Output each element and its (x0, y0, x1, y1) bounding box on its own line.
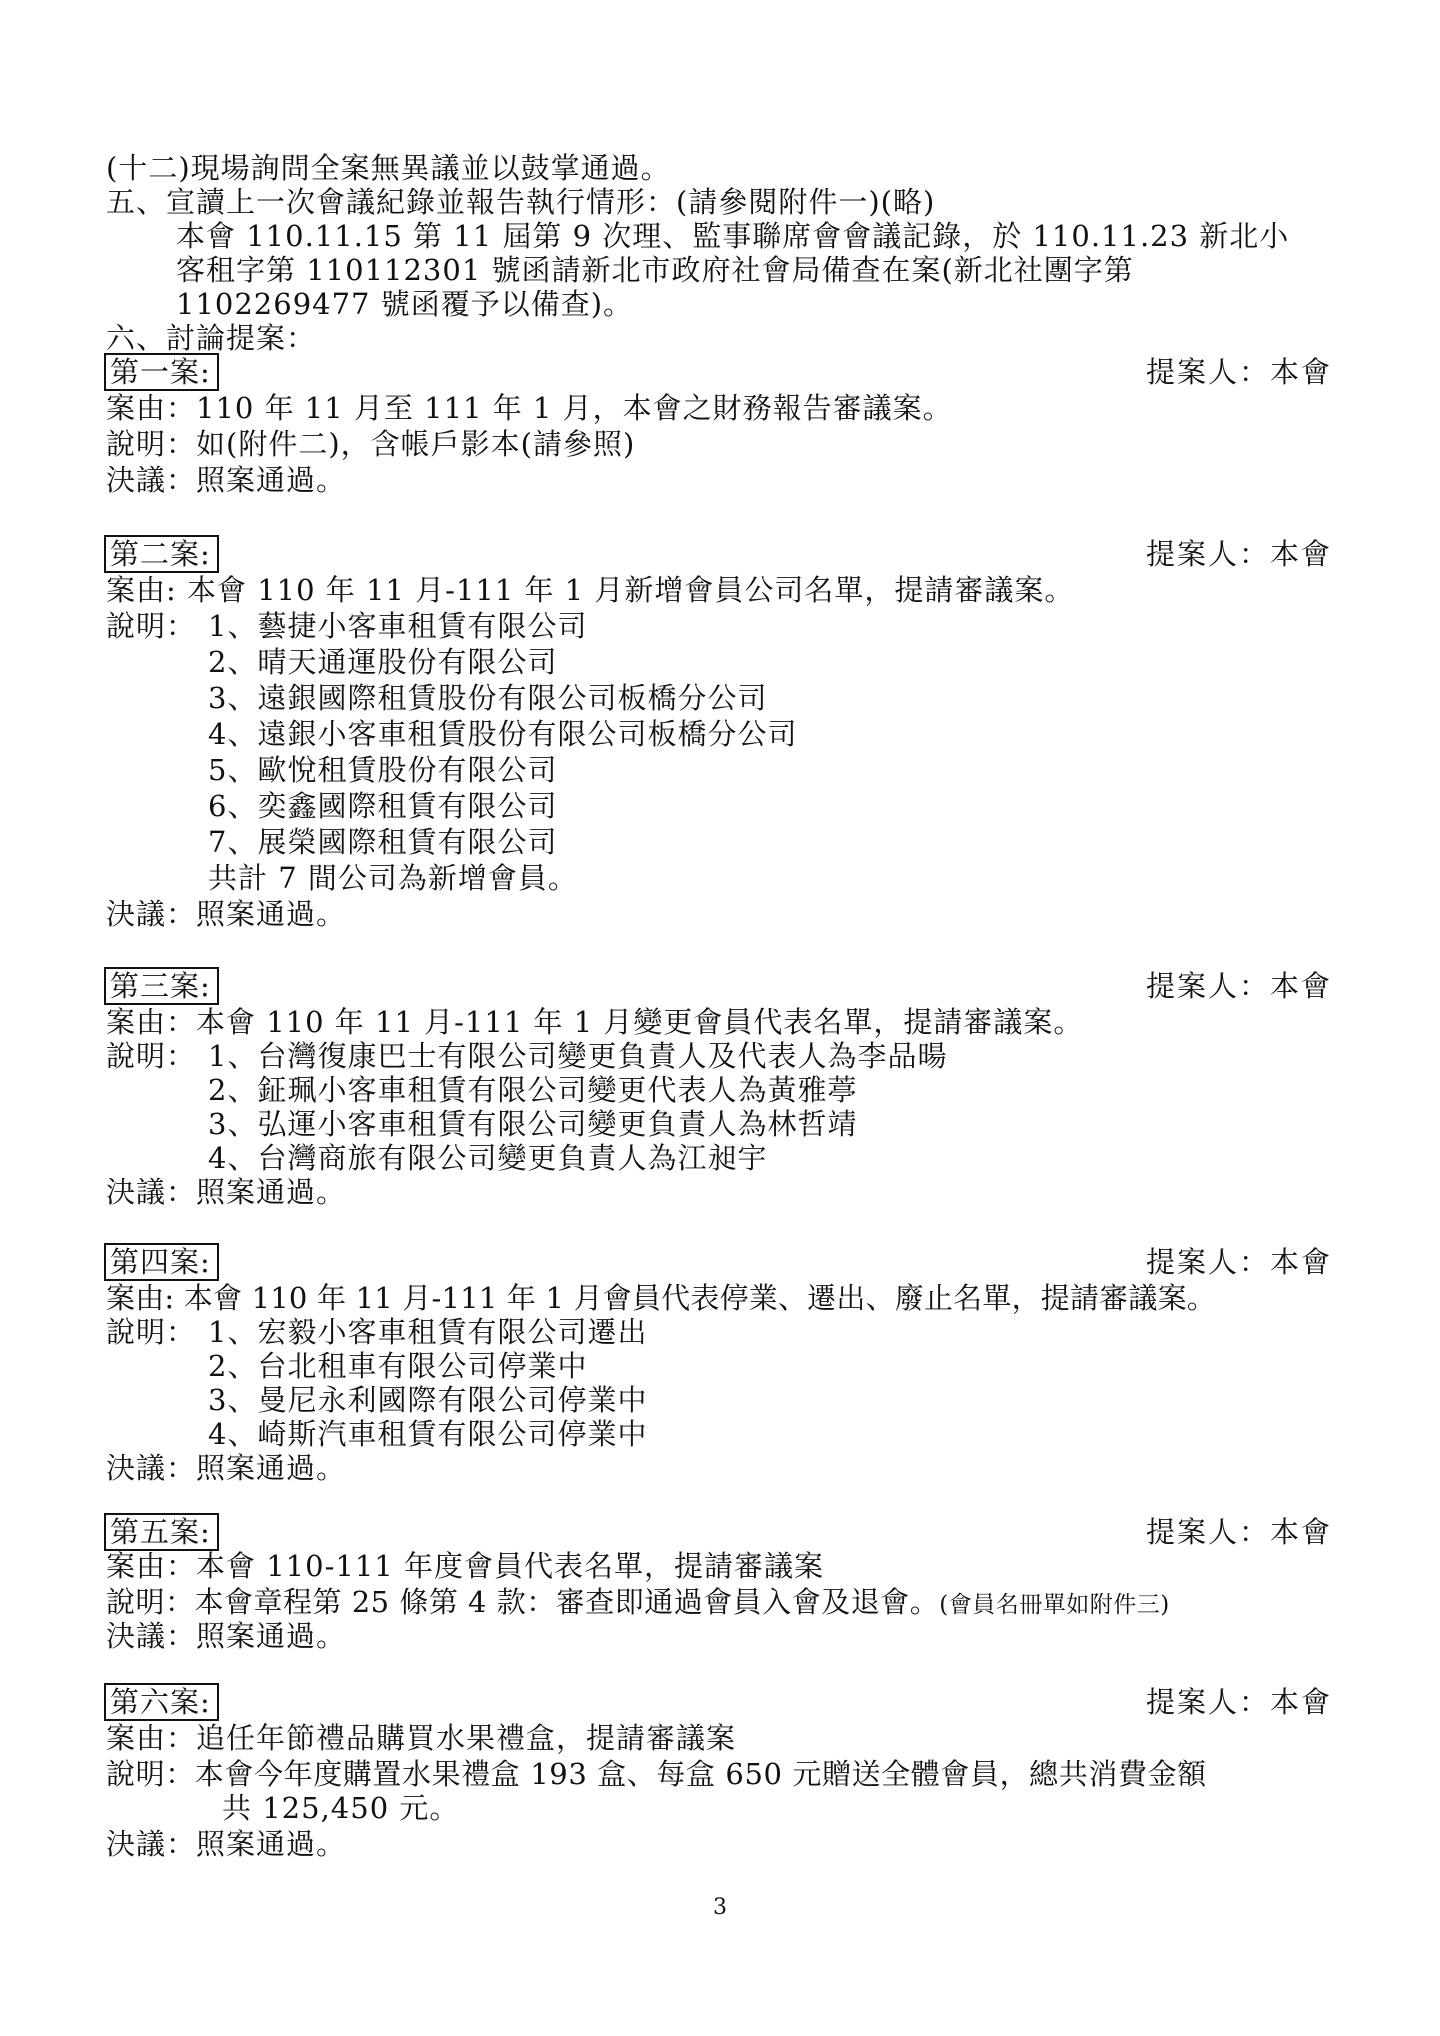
case-2-reason: 案由: 本會 110 年 11 月-111 年 1 月新增會員公司名單，提請審議案。 (106, 573, 1075, 607)
case-1-title-box: 第一案: (104, 353, 219, 391)
case-6-title (104, 1684, 219, 1720)
case-2-resolution: 決議：照案通過。 (106, 897, 347, 931)
case-2-proposer: 提案人：本會 (1145, 537, 1332, 571)
case-2-title (104, 536, 219, 572)
case-5-reason: 案由：本會 110-111 年度會員代表名單，提請審議案 (106, 1549, 824, 1583)
case-1-resolution: 決議：照案通過。 (106, 463, 347, 497)
case-4-title (104, 1244, 219, 1280)
case-5-title (104, 1514, 219, 1550)
case-4-resolution: 決議：照案通過。 (106, 1451, 347, 1485)
case-6-explain: 說明：本會今年度購置水果禮盒 193 盒、每盒 650 元贈送全體會員，總共消費金額 (106, 1757, 1207, 1791)
case-4-item-4: 4、崎斯汽車租賃有限公司停業中 (208, 1417, 648, 1451)
case-3-proposer: 提案人：本會 (1145, 969, 1332, 1003)
item-5-heading: 五、宣讀上一次會議紀錄並報告執行情形：(請參閱附件一)(略) (106, 185, 936, 219)
case-4-proposer: 提案人：本會 (1145, 1245, 1332, 1279)
case-6-explain-cont: 共 125,450 元。 (222, 1791, 460, 1825)
case-3-explain-label: 說明： (106, 1039, 197, 1073)
case-3-item-1: 1、台灣復康巴士有限公司變更負責人及代表人為李品暘 (208, 1039, 948, 1073)
item-5-body-line-3: 1102269477 號函覆予以備查)。 (176, 287, 634, 321)
case-3-item-3: 3、弘運小客車租賃有限公司變更負責人為林哲靖 (208, 1107, 858, 1141)
case-3-reason: 案由：本會 110 年 11 月-111 年 1 月變更會員代表名單，提請審議案。 (106, 1005, 1084, 1039)
case-2-item-6: 6、奕鑫國際租賃有限公司 (208, 789, 558, 823)
case-3-item-2: 2、鉦珮小客車租賃有限公司變更代表人為黃雅葶 (208, 1073, 858, 1107)
page-number: 3 (713, 1895, 727, 1920)
case-3-title-box: 第三案: (104, 967, 219, 1005)
case-4-reason: 案由: 本會 110 年 11 月-111 年 1 月會員代表停業、遷出、廢止名單，提請審議案。 (106, 1281, 1216, 1315)
case-2-item-2: 2、晴天通運股份有限公司 (208, 645, 558, 679)
item-5-body-line-2: 客租字第 110112301 號函請新北市政府社會局備查在案(新北社團字第 (176, 253, 1134, 287)
case-1-explain: 說明：如(附件二)，含帳戶影本(請參照) (106, 427, 636, 461)
case-3-resolution: 決議：照案通過。 (106, 1175, 347, 1209)
case-2-title-box: 第二案: (104, 535, 219, 573)
case-6-title-box: 第六案: (104, 1683, 219, 1721)
item-12-text: (十二)現場詢問全案無異議並以鼓掌通過。 (106, 151, 671, 185)
case-3-title (104, 968, 219, 1004)
case-1-reason: 案由：110 年 11 月至 111 年 1 月，本會之財務報告審議案。 (106, 391, 953, 425)
item-6-heading: 六、討論提案： (106, 321, 317, 355)
case-1-proposer: 提案人：本會 (1145, 355, 1332, 389)
case-2-total: 共計 7 間公司為新增會員。 (208, 861, 578, 895)
case-2-item-3: 3、遠銀國際租賃股份有限公司板橋分公司 (208, 681, 768, 715)
case-4-item-3: 3、曼尼永利國際有限公司停業中 (208, 1383, 648, 1417)
case-4-explain-label: 說明： (106, 1315, 197, 1349)
case-4-title-box: 第四案: (104, 1243, 219, 1281)
case-5-explain-note: (會員名冊單如附件三) (939, 1592, 1170, 1618)
case-3-item-4: 4、台灣商旅有限公司變更負責人為江昶宇 (208, 1141, 768, 1175)
case-2-item-5: 5、歐悅租賃股份有限公司 (208, 753, 558, 787)
case-2-explain-label: 說明： (106, 609, 197, 643)
case-6-proposer: 提案人：本會 (1145, 1685, 1332, 1719)
case-6-resolution: 決議：照案通過。 (106, 1827, 347, 1861)
case-5-title-box: 第五案: (104, 1513, 219, 1551)
case-1-title (104, 354, 219, 390)
case-2-item-1: 1、藝捷小客車租賃有限公司 (208, 609, 588, 643)
case-4-item-2: 2、台北租車有限公司停業中 (208, 1349, 588, 1383)
case-2-item-4: 4、遠銀小客車租賃股份有限公司板橋分公司 (208, 717, 798, 751)
case-5-resolution: 決議：照案通過。 (106, 1619, 347, 1653)
item-5-body-line-1: 本會 110.11.15 第 11 屆第 9 次理、監事聯席會會議記錄，於 110.11.23 新北小 (176, 219, 1290, 253)
case-4-item-1: 1、宏毅小客車租賃有限公司遷出 (208, 1315, 648, 1349)
case-5-proposer: 提案人：本會 (1145, 1515, 1332, 1549)
case-5-explain-text: 說明：本會章程第 25 條第 4 款：審查即通過會員入會及退會。 (106, 1585, 940, 1619)
case-6-reason: 案由：追任年節禮品購買水果禮盒，提請審議案 (106, 1721, 737, 1755)
case-2-item-7: 7、展榮國際租賃有限公司 (208, 825, 558, 859)
